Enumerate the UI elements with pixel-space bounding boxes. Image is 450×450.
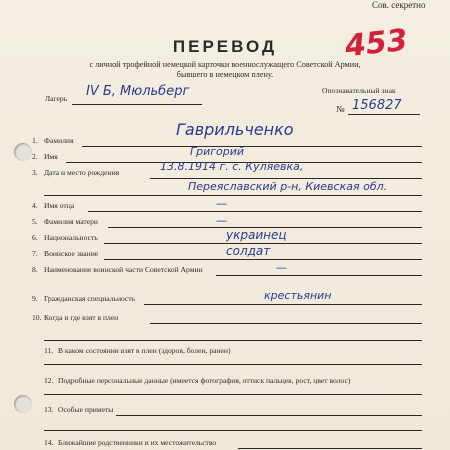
field-value-profession: крестьянин <box>264 289 332 302</box>
field-value-mother: — <box>216 214 227 227</box>
punch-hole <box>14 395 32 413</box>
field-label-features: Особые приметы <box>58 405 114 414</box>
field-value-birth: 13.8.1914 г. с. Куляевка, <box>160 160 304 173</box>
field-line <box>44 364 422 365</box>
field-line <box>44 394 422 395</box>
field-line <box>44 340 422 341</box>
field-label-father: Имя отца <box>44 201 75 210</box>
camp-line <box>72 104 202 105</box>
page-title: ПЕРЕВОД <box>172 37 278 56</box>
field-line <box>88 211 422 212</box>
field-line <box>104 259 422 260</box>
field-value-nationality: украинец <box>226 228 287 242</box>
field-line <box>144 304 422 305</box>
field-line <box>44 430 422 431</box>
field-number: 10. <box>32 313 42 322</box>
field-value-rank: солдат <box>226 244 271 258</box>
field-label-personal-data: Подробные персональные данные (имеется фотография, оттиск пальцев, рост, цвет волос) <box>58 376 351 385</box>
field-number: 11. <box>44 346 54 355</box>
ident-label: Опознавательный знак <box>322 86 396 95</box>
field-label-nationality: Национальность <box>44 233 98 242</box>
field-label-name: Имя <box>44 152 58 161</box>
field-value-birth-place: Переяславский р-н, Киевская обл. <box>188 180 388 193</box>
field-line <box>44 195 422 196</box>
subtitle-line-2: бывшего в немецком плену. <box>176 70 274 79</box>
field-line <box>116 415 422 416</box>
secret-stamp: Сов. секретно <box>372 0 426 10</box>
field-number: 14. <box>44 438 54 447</box>
field-line <box>150 323 422 324</box>
field-value-surname: Гаврильченко <box>176 120 294 139</box>
field-number: 9. <box>32 294 38 303</box>
field-number: 3. <box>32 168 38 177</box>
field-line <box>82 146 422 147</box>
punch-hole <box>14 143 32 161</box>
field-line <box>150 178 422 179</box>
camp-value: IV Б, Мюльберг <box>86 84 190 99</box>
ident-value: 156827 <box>352 98 402 113</box>
field-number: 12. <box>44 376 54 385</box>
field-number: 8. <box>32 265 38 274</box>
field-number: 6. <box>32 233 38 242</box>
subtitle-line-1: с личной трофейной немецкой карточки военнослужащего Советской Армии, <box>89 60 361 69</box>
field-label-captured: Когда и где взят в плен <box>44 313 119 322</box>
field-label-mother: Фамилия матери <box>44 217 98 226</box>
field-label-surname: Фамилия <box>44 136 74 145</box>
archive-number: 453 <box>343 22 410 65</box>
ident-line <box>348 114 420 115</box>
field-number: 5. <box>32 217 38 226</box>
field-label-condition: В каком состоянии взят в плен (здоров, болен, ранен) <box>58 346 231 355</box>
field-number: 7. <box>32 249 38 258</box>
ident-prefix: № <box>336 104 345 114</box>
field-label-birth: Дата и место рождения <box>44 168 120 177</box>
field-label-profession: Гражданская специальность <box>44 294 136 303</box>
field-label-unit: Наименование воинской части Советской Армии <box>44 265 203 274</box>
field-number: 13. <box>44 405 54 414</box>
camp-label: Лагерь <box>45 94 68 103</box>
field-line <box>216 275 422 276</box>
field-number: 2. <box>32 152 38 161</box>
field-value-father: — <box>216 197 227 210</box>
field-value-unit: — <box>276 261 287 274</box>
field-number: 4. <box>32 201 38 210</box>
field-line <box>238 448 422 449</box>
field-number: 1. <box>32 136 38 145</box>
field-label-relatives: Ближайшие родственники и их местожительство <box>58 438 217 447</box>
field-label-rank: Воинское звание <box>44 249 99 258</box>
field-value-name: Григорий <box>190 145 245 158</box>
